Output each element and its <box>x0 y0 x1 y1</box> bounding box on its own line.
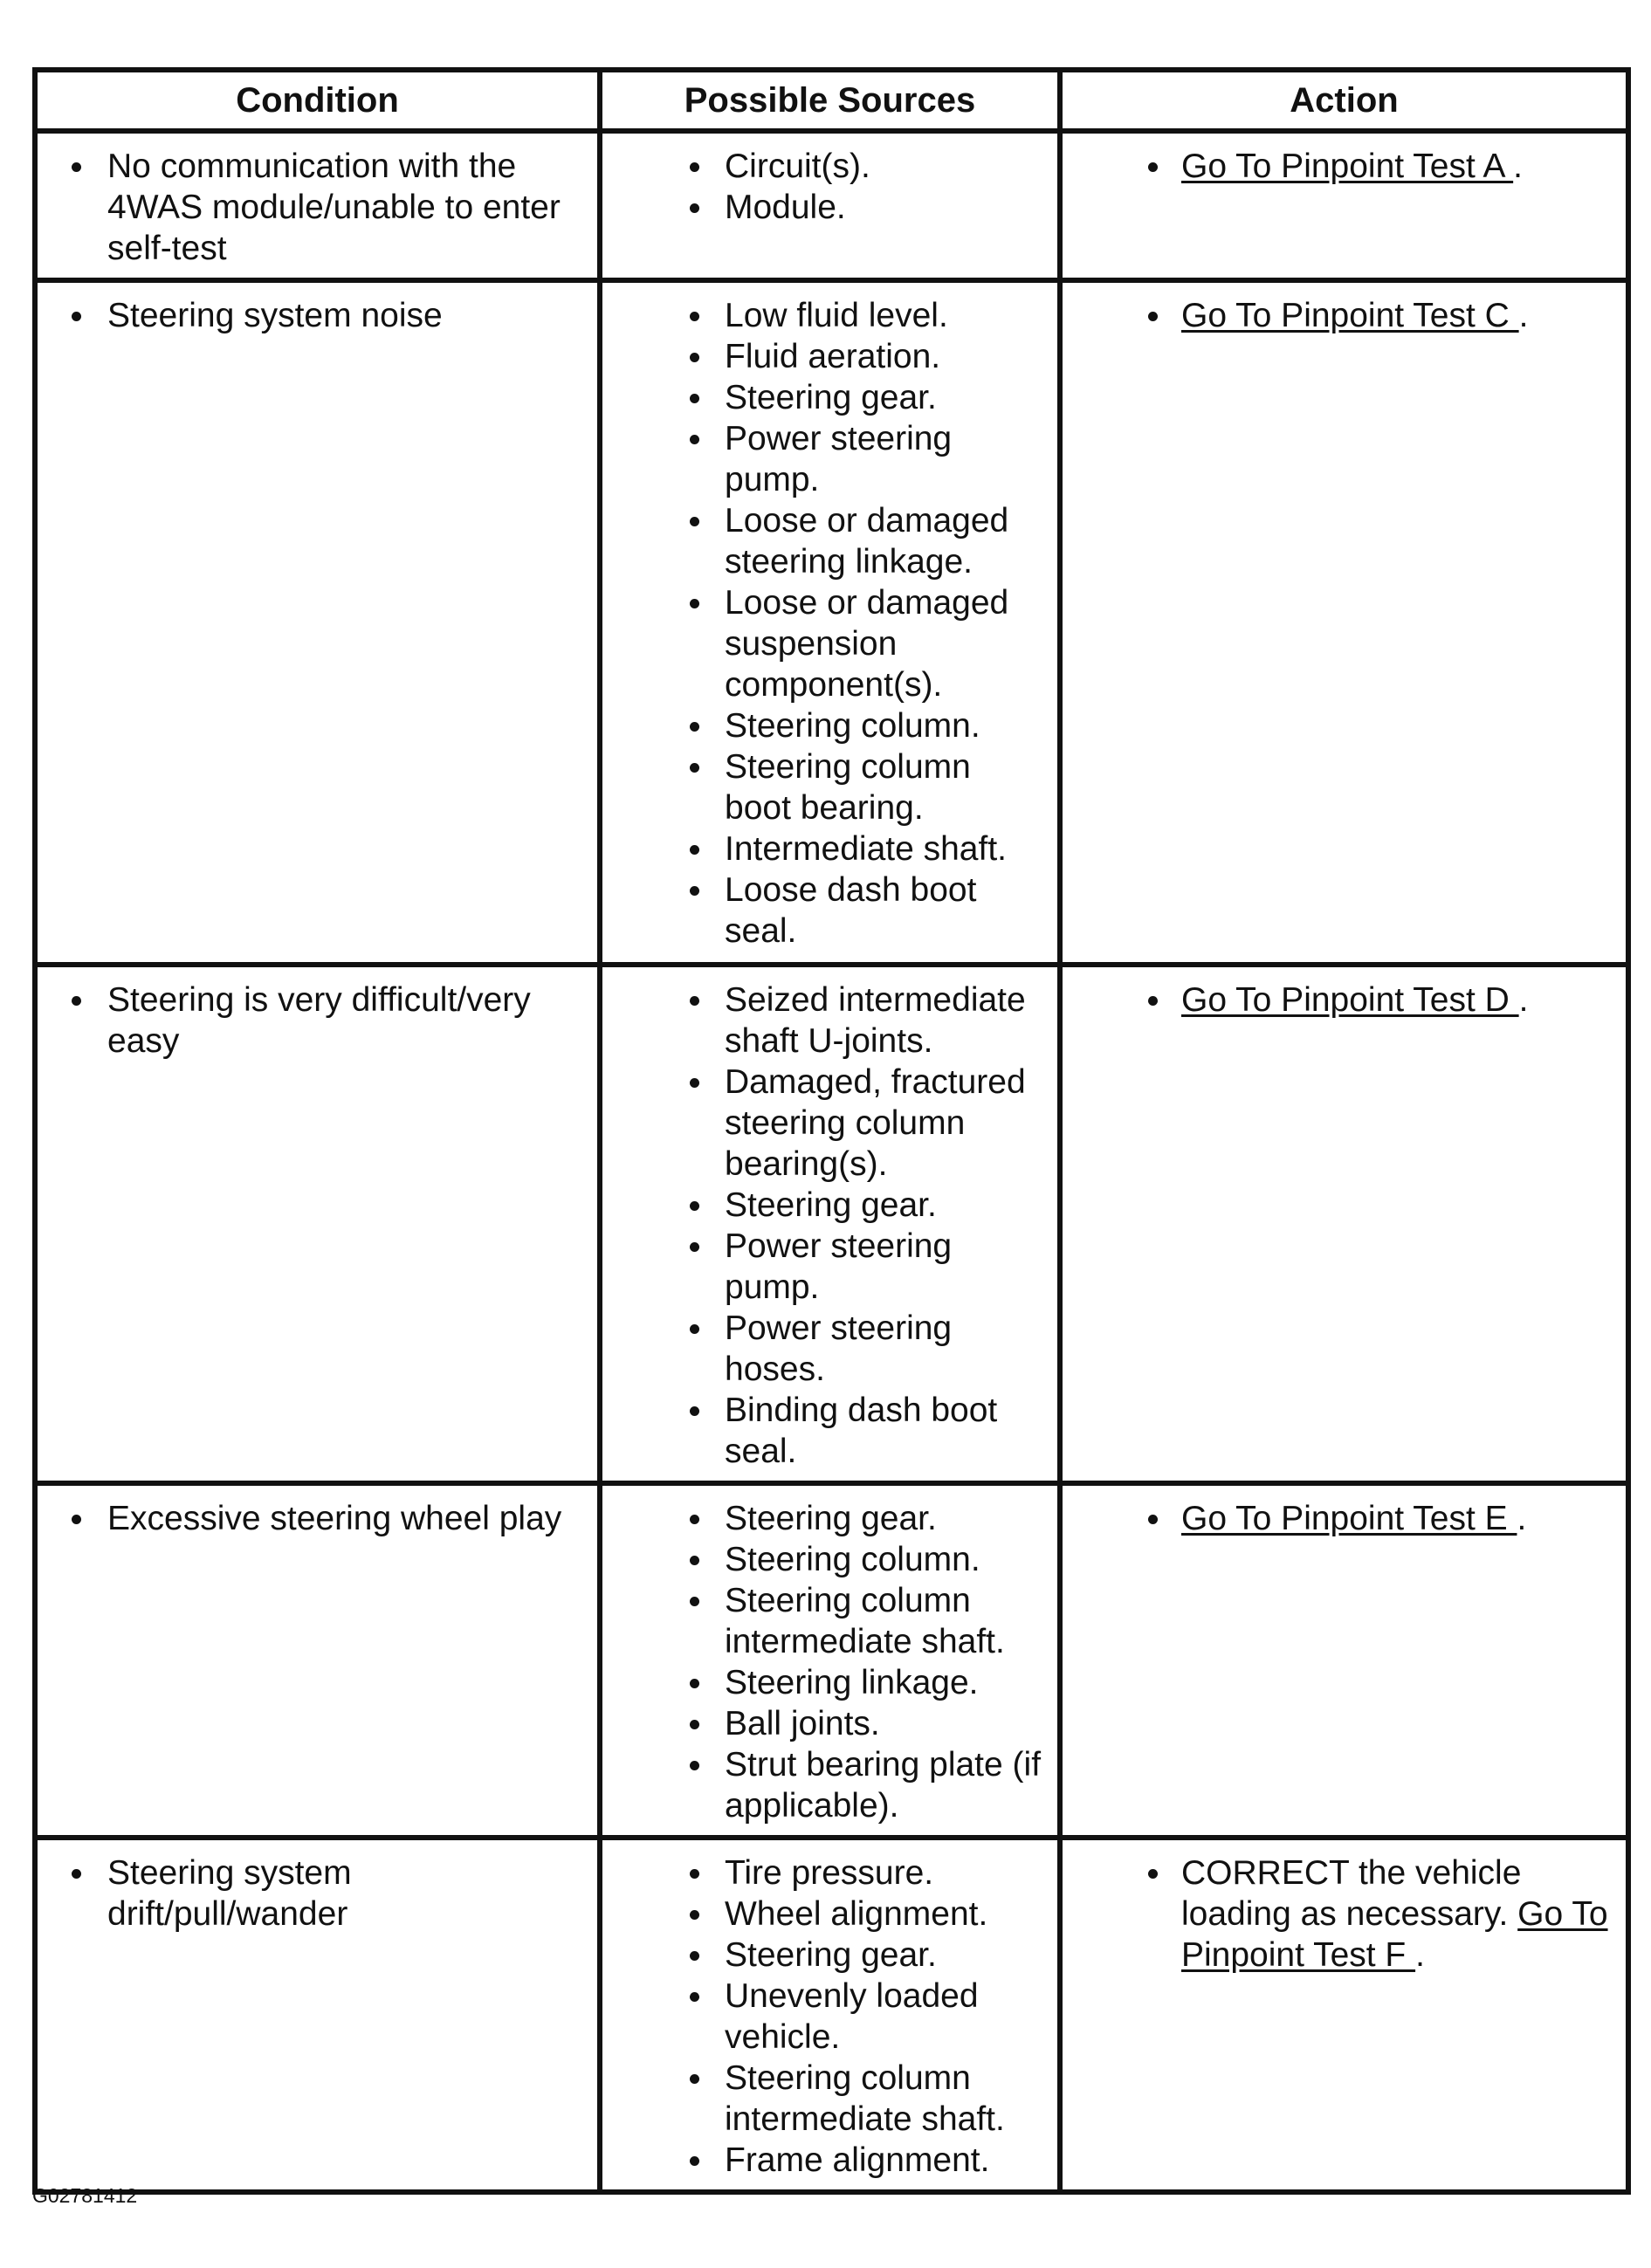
source-item: Power steering hoses. <box>615 1308 1045 1390</box>
pinpoint-test-c-link[interactable]: Go To Pinpoint Test C <box>1181 297 1519 334</box>
header-action: Action <box>1060 70 1628 131</box>
source-item: Steering column. <box>615 705 1045 746</box>
action-item <box>1075 295 1613 336</box>
sources-cell <box>600 131 1060 280</box>
action-item <box>1075 1498 1613 1539</box>
source-item: Steering column intermediate shaft. <box>615 2058 1045 2140</box>
header-possible-sources: Possible Sources <box>600 70 1060 131</box>
action-suffix: . <box>1415 1936 1425 1974</box>
action-cell <box>1060 1838 1628 2192</box>
source-item: Loose dash boot seal. <box>615 869 1045 952</box>
action-cell <box>1060 131 1628 280</box>
pinpoint-test-e-link[interactable]: Go To Pinpoint Test E <box>1181 1500 1517 1537</box>
source-item: Fluid aeration. <box>615 336 1045 377</box>
source-item: Steering column boot bearing. <box>615 746 1045 828</box>
source-item: Loose or damaged suspension component(s). <box>615 582 1045 705</box>
condition-cell <box>35 280 600 965</box>
table-row <box>35 1483 1628 1838</box>
condition-text: Steering system noise <box>50 295 585 336</box>
diagnosis-table <box>32 67 1631 2195</box>
action-cell <box>1060 965 1628 1483</box>
condition-text: Steering system drift/pull/wander <box>50 1852 585 1935</box>
condition-text: No communication with the 4WAS module/unable to enter self-test <box>50 146 585 269</box>
action-suffix: . <box>1517 1500 1527 1537</box>
action-suffix: . <box>1518 297 1529 334</box>
table-row <box>35 131 1628 280</box>
sources-cell <box>600 1483 1060 1838</box>
action-suffix: . <box>1513 148 1523 185</box>
source-item: Strut bearing plate (if applicable). <box>615 1744 1045 1826</box>
header-row <box>35 70 1628 131</box>
source-item: Loose or damaged steering linkage. <box>615 500 1045 582</box>
source-item: Ball joints. <box>615 1703 1045 1744</box>
action-item <box>1075 146 1613 187</box>
pinpoint-test-d-link[interactable]: Go To Pinpoint Test D <box>1181 981 1519 1019</box>
source-item: Power steering pump. <box>615 1226 1045 1308</box>
action-item <box>1075 979 1613 1021</box>
condition-cell <box>35 131 600 280</box>
source-item: Steering gear. <box>615 1498 1045 1539</box>
action-cell <box>1060 1483 1628 1838</box>
source-item: Steering column. <box>615 1539 1045 1580</box>
source-item: Steering gear. <box>615 1935 1045 1976</box>
table-row <box>35 280 1628 965</box>
condition-cell <box>35 965 600 1483</box>
action-cell <box>1060 280 1628 965</box>
condition-text: Steering is very difficult/very easy <box>50 979 585 1062</box>
source-item: Power steering pump. <box>615 418 1045 500</box>
figure-id: G02781412 <box>32 2184 138 2207</box>
sources-cell <box>600 965 1060 1483</box>
sources-cell <box>600 1838 1060 2192</box>
action-text: CORRECT the vehicle loading as necessary. <box>1181 1854 1522 1933</box>
source-item: Unevenly loaded vehicle. <box>615 1976 1045 2058</box>
source-item: Steering column intermediate shaft. <box>615 1580 1045 1662</box>
pinpoint-test-a-link[interactable]: Go To Pinpoint Test A <box>1181 148 1514 185</box>
source-item: Damaged, fractured steering column bearing(s). <box>615 1062 1045 1185</box>
source-item: Steering gear. <box>615 377 1045 418</box>
source-item: Intermediate shaft. <box>615 828 1045 869</box>
source-item: Tire pressure. <box>615 1852 1045 1893</box>
header-condition: Condition <box>35 70 600 131</box>
condition-cell <box>35 1483 600 1838</box>
source-item: Frame alignment. <box>615 2140 1045 2181</box>
source-item: Circuit(s). <box>615 146 1045 187</box>
source-item: Seized intermediate shaft U-joints. <box>615 979 1045 1062</box>
source-item: Low fluid level. <box>615 295 1045 336</box>
table-row <box>35 965 1628 1483</box>
pinpoint-test-f-link[interactable]: Go To Pinpoint Test F <box>1181 1895 1608 1974</box>
condition-text: Excessive steering wheel play <box>50 1498 585 1539</box>
source-item: Steering linkage. <box>615 1662 1045 1703</box>
action-item <box>1075 1852 1613 1976</box>
action-suffix: . <box>1518 981 1529 1019</box>
table-row <box>35 1838 1628 2192</box>
sources-cell <box>600 280 1060 965</box>
condition-cell <box>35 1838 600 2192</box>
source-item: Module. <box>615 187 1045 228</box>
source-item: Binding dash boot seal. <box>615 1390 1045 1472</box>
source-item: Wheel alignment. <box>615 1893 1045 1935</box>
source-item: Steering gear. <box>615 1185 1045 1226</box>
